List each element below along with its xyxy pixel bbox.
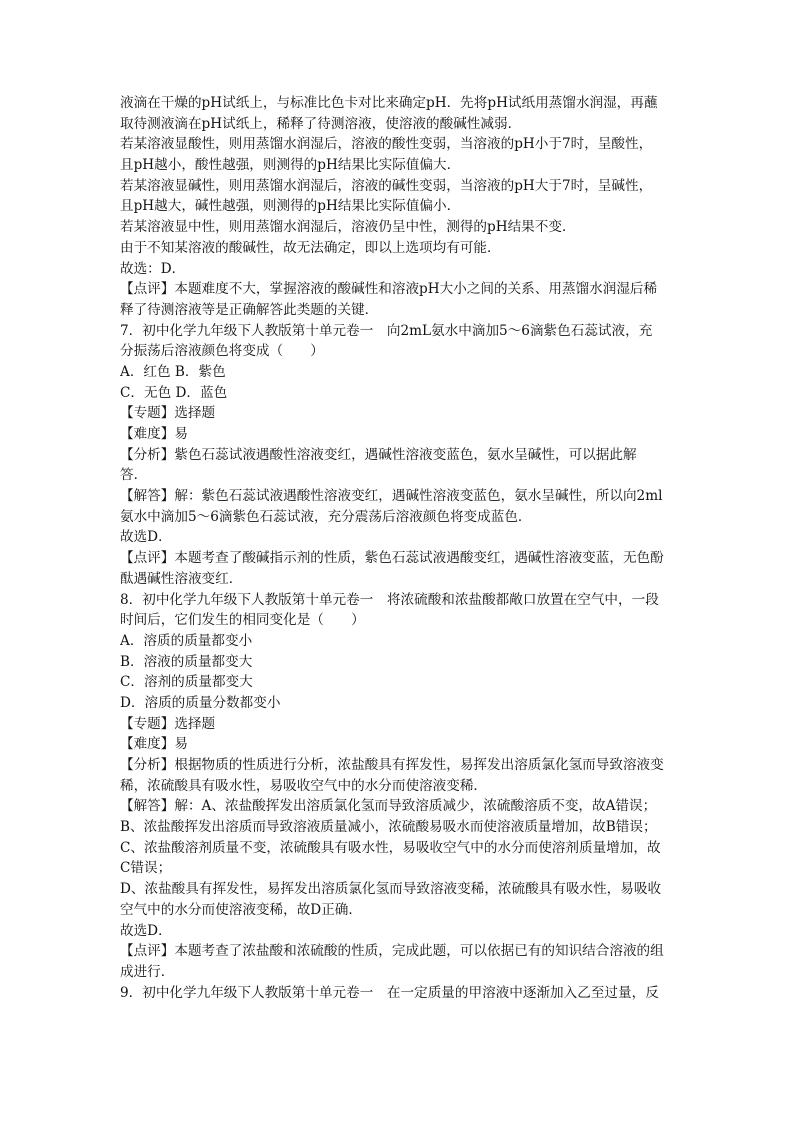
text-line: 若某溶液显中性，则用蒸馏水润湿后，溶液仍呈中性，测得的pH结果不变．: [120, 219, 576, 236]
text-line: 氨水中滴加5～6滴紫色石蕊试液，充分震荡后溶液颜色将变成蓝色．: [120, 508, 532, 525]
text-line: 答．: [120, 467, 148, 484]
option-line: C．溶剂的质量都变大: [120, 674, 253, 691]
text-line: D、浓盐酸具有挥发性，易挥发出溶质氯化氢而导致溶液变稀，浓硫酸具有吸水性，易吸收: [120, 881, 662, 898]
text-line: B、浓盐酸挥发出溶质而导致溶液质量减小，浓硫酸易吸水而使溶液质量增加，故B错误；: [120, 819, 657, 836]
text-line: 【点评】本题难度不大，掌握溶液的酸碱性和溶液pH大小之间的关系、用蒸馏水润湿后稀: [120, 281, 658, 298]
text-line: 若某溶液显碱性，则用蒸馏水润湿后，溶液的碱性变弱，当溶液的pH大于7时，呈碱性，: [120, 177, 653, 194]
text-line: 【专题】选择题: [120, 715, 216, 732]
text-line: 【难度】易: [120, 736, 188, 753]
text-line: 取待测液滴在pH试纸上，稀释了待测溶液，使溶液的酸碱性减弱．: [120, 115, 522, 132]
text-line: 故选：D．: [120, 260, 186, 277]
option-line: C．无色 D．蓝色: [120, 384, 228, 401]
text-line: 稀，浓硫酸具有吸水性，易吸收空气中的水分而使溶液变稀．: [120, 777, 488, 794]
option-line: D．溶质的质量分数都变小: [120, 694, 281, 711]
text-line: 【专题】选择题: [120, 405, 216, 422]
text-line: 【解答】解：A、浓盐酸挥发出溶质氯化氢而导致溶质减少，浓硫酸溶质不变，故A错误；: [120, 798, 657, 815]
text-line: 由于不知某溶液的酸碱性，故无法确定，即以上选项均有可能．: [120, 239, 501, 256]
text-line: 故选D．: [120, 922, 172, 939]
text-line: 且pH越大，碱性越强，则测得的pH结果比实际值偏小．: [120, 198, 461, 215]
text-line: C、浓盐酸溶剂质量不变，浓硫酸具有吸水性，易吸收空气中的水分而使溶剂质量增加，故: [120, 839, 661, 856]
question-title: 9．初中化学九年级下人教版第十单元卷一 在一定质量的甲溶液中逐渐加入乙至过量，反: [120, 984, 659, 1001]
text-line: C错误；: [120, 860, 172, 877]
text-line: 空气中的水分而使溶液变稀，故D正确．: [120, 901, 362, 918]
text-line: 若某溶液显酸性，则用蒸馏水润湿后，溶液的酸性变弱，当溶液的pH小于7时，呈酸性，: [120, 136, 653, 153]
text-line: 【分析】根据物质的性质进行分析，浓盐酸具有挥发性，易挥发出溶质氯化氢而导致溶液变: [120, 757, 664, 773]
text-line: 【难度】易: [120, 426, 188, 442]
text-line: 时间后，它们发生的相同变化是（ ）: [120, 612, 365, 629]
text-line: 且pH越小，酸性越强，则测得的pH结果比实际值偏大．: [120, 157, 461, 174]
question-title: 8．初中化学九年级下人教版第十单元卷一 将浓硫酸和浓盐酸都敞口放置在空气中，一段: [120, 591, 659, 608]
question-title: 7．初中化学九年级下人教版第十单元卷一 向2mL氨水中滴加5～6滴紫色石蕊试液，充: [120, 322, 653, 339]
text-line: 【分析】紫色石蕊试液遇酸性溶液变红，遇碱性溶液变蓝色，氨水呈碱性，可以据此解: [120, 446, 637, 463]
text-line: 液滴在干燥的pH试纸上，与标准比色卡对比来确定pH．先将pH试纸用蒸馏水润湿，再蘸: [120, 95, 658, 111]
option-line: A．溶质的质量都变小: [120, 632, 253, 649]
document-page: [120, 93, 684, 1003]
text-line: 【点评】本题考查了浓盐酸和浓硫酸的性质，完成此题，可以依据已有的知识结合溶液的组: [120, 943, 664, 960]
text-line: 【点评】本题考查了酸碱指示剂的性质，紫色石蕊试液遇酸变红，遇碱性溶液变蓝，无色酚: [120, 550, 664, 567]
text-line: 酞遇碱性溶液变红．: [120, 570, 243, 587]
text-line: 故选D．: [120, 529, 172, 546]
text-line: 分振荡后溶液颜色将变成（ ）: [120, 343, 324, 360]
option-line: A．红色 B．紫色: [120, 363, 226, 380]
text-line: 成进行．: [120, 963, 175, 980]
option-line: B．溶液的质量都变大: [120, 653, 253, 670]
text-line: 【解答】解：紫色石蕊试液遇酸性溶液变红，遇碱性溶液变蓝色，氨水呈碱性，所以向2ml: [120, 488, 663, 505]
text-line: 释了待测溶液等是正确解答此类题的关键．: [120, 301, 379, 318]
